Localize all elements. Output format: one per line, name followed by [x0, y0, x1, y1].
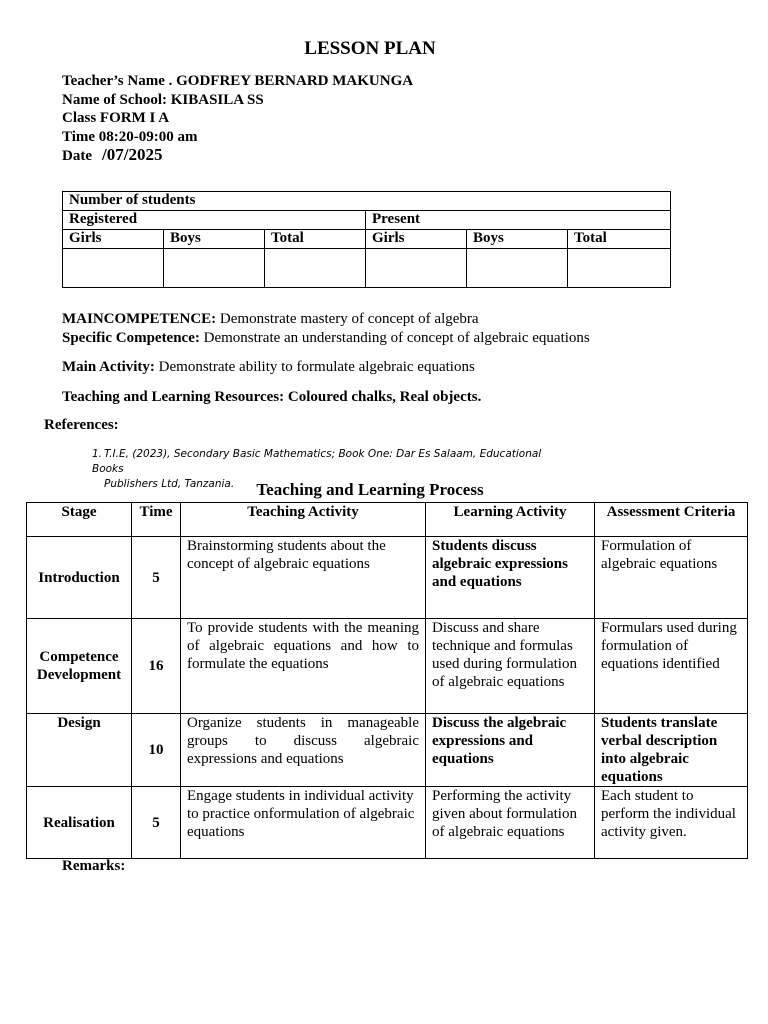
- references-label: References:: [44, 417, 119, 433]
- assessment-criteria-cell: Formulation of algebraic equations: [595, 537, 748, 619]
- learning-activity-cell: Students discuss algebraic expressions and equations: [426, 537, 595, 619]
- table-row: [27, 787, 748, 859]
- learning-activity-header: Learning Activity: [426, 503, 595, 537]
- registered-total-cell[interactable]: [265, 249, 366, 288]
- lesson-date: [62, 146, 413, 166]
- teacher-name: Teacher’s Name . GODFREY BERNARD MAKUNGA: [62, 73, 414, 89]
- teaching-activity-cell: Organize students in manageable groups to discuss algebraic expressions and equations: [181, 714, 426, 787]
- assessment-criteria-cell: Each student to perform the individual activity given.: [595, 787, 748, 859]
- time-header: Time: [132, 503, 181, 537]
- process-title: Teaching and Learning Process: [256, 480, 484, 499]
- main-activity-text: Demonstrate ability to formulate algebraic equations: [154, 359, 475, 375]
- stage-cell: Introduction: [27, 537, 132, 619]
- table-row: [27, 619, 748, 714]
- page-title: LESSON PLAN: [304, 38, 436, 59]
- reference-number: 1.: [92, 448, 103, 460]
- students-table: [62, 191, 671, 288]
- reference-line-1: T.I.E, (2023), Secondary Basic Mathematics; Book One: Dar Es Salaam, Educational Books: [92, 448, 542, 475]
- stage-header: Stage: [27, 503, 132, 537]
- teaching-activity-header: Teaching Activity: [181, 503, 426, 537]
- stage-cell: Competence Development: [27, 619, 132, 714]
- resources-text: Teaching and Learning Resources: Coloured chalks, Real objects.: [62, 389, 482, 405]
- learning-activity-cell: Performing the activity given about formulation of algebraic equations: [426, 787, 595, 859]
- main-competence-text: Demonstrate mastery of concept of algebra: [216, 311, 479, 327]
- time-cell: 5: [132, 787, 181, 859]
- stage-cell: Design: [27, 714, 132, 787]
- main-activity-label: Main Activity:: [62, 359, 155, 375]
- main-activity: [62, 358, 475, 377]
- reference-line-2: Publishers Ltd, Tanzania.: [104, 478, 235, 490]
- lesson-header: [62, 72, 413, 166]
- specific-competence: [62, 329, 590, 348]
- school-name: Name of School: KIBASILA SS: [62, 91, 264, 108]
- specific-competence-label: Specific Competence:: [62, 330, 200, 346]
- teaching-activity-cell: Brainstorming students about the concept of algebraic equations: [181, 537, 426, 619]
- process-table: [26, 502, 748, 859]
- resources: [62, 388, 481, 407]
- class-name: Class FORM I A: [62, 110, 170, 126]
- stage-cell: Realisation: [27, 787, 132, 859]
- present-girls-cell[interactable]: [366, 249, 467, 288]
- present-heading: Present: [366, 211, 671, 230]
- process-header-row: [27, 503, 748, 537]
- lesson-time: Time 08:20-09:00 am: [62, 128, 198, 145]
- assessment-criteria-cell: Formulars used during formulation of equations identified: [595, 619, 748, 714]
- specific-competence-text: Demonstrate an understanding of concept of algebraic equations: [199, 330, 590, 346]
- remarks-label: Remarks:: [62, 858, 126, 874]
- registered-girls-cell[interactable]: [63, 249, 164, 288]
- present-girls-header: Girls: [366, 230, 467, 249]
- registered-boys-cell[interactable]: [164, 249, 265, 288]
- students-table-heading: Number of students: [63, 192, 671, 211]
- table-row: [27, 537, 748, 619]
- registered-boys-header: Boys: [164, 230, 265, 249]
- registered-heading: Registered: [63, 211, 366, 230]
- time-cell: 10: [132, 714, 181, 787]
- main-competence: [62, 310, 479, 329]
- date-label: Date: [62, 148, 92, 164]
- registered-total-header: Total: [265, 230, 366, 249]
- time-cell: 16: [132, 619, 181, 714]
- learning-activity-cell: Discuss the algebraic expressions and equations: [426, 714, 595, 787]
- main-competence-label: MAINCOMPETENCE:: [62, 311, 217, 327]
- present-boys-header: Boys: [467, 230, 568, 249]
- present-total-header: Total: [568, 230, 671, 249]
- present-boys-cell[interactable]: [467, 249, 568, 288]
- time-cell: 5: [132, 537, 181, 619]
- registered-girls-header: Girls: [63, 230, 164, 249]
- teaching-activity-cell: Engage students in individual activity to practice onformulation of algebraic equations: [181, 787, 426, 859]
- teaching-activity-cell: To provide students with the meaning of algebraic equations and how to formulate the equations: [181, 619, 426, 714]
- assessment-criteria-cell: Students translate verbal description into algebraic equations: [595, 714, 748, 787]
- table-row: [27, 714, 748, 787]
- date-value: /07/2025: [102, 145, 163, 164]
- assessment-criteria-header: Assessment Criteria: [595, 503, 748, 537]
- learning-activity-cell: Discuss and share technique and formulas used during formulation of algebraic equations: [426, 619, 595, 714]
- present-total-cell[interactable]: [568, 249, 671, 288]
